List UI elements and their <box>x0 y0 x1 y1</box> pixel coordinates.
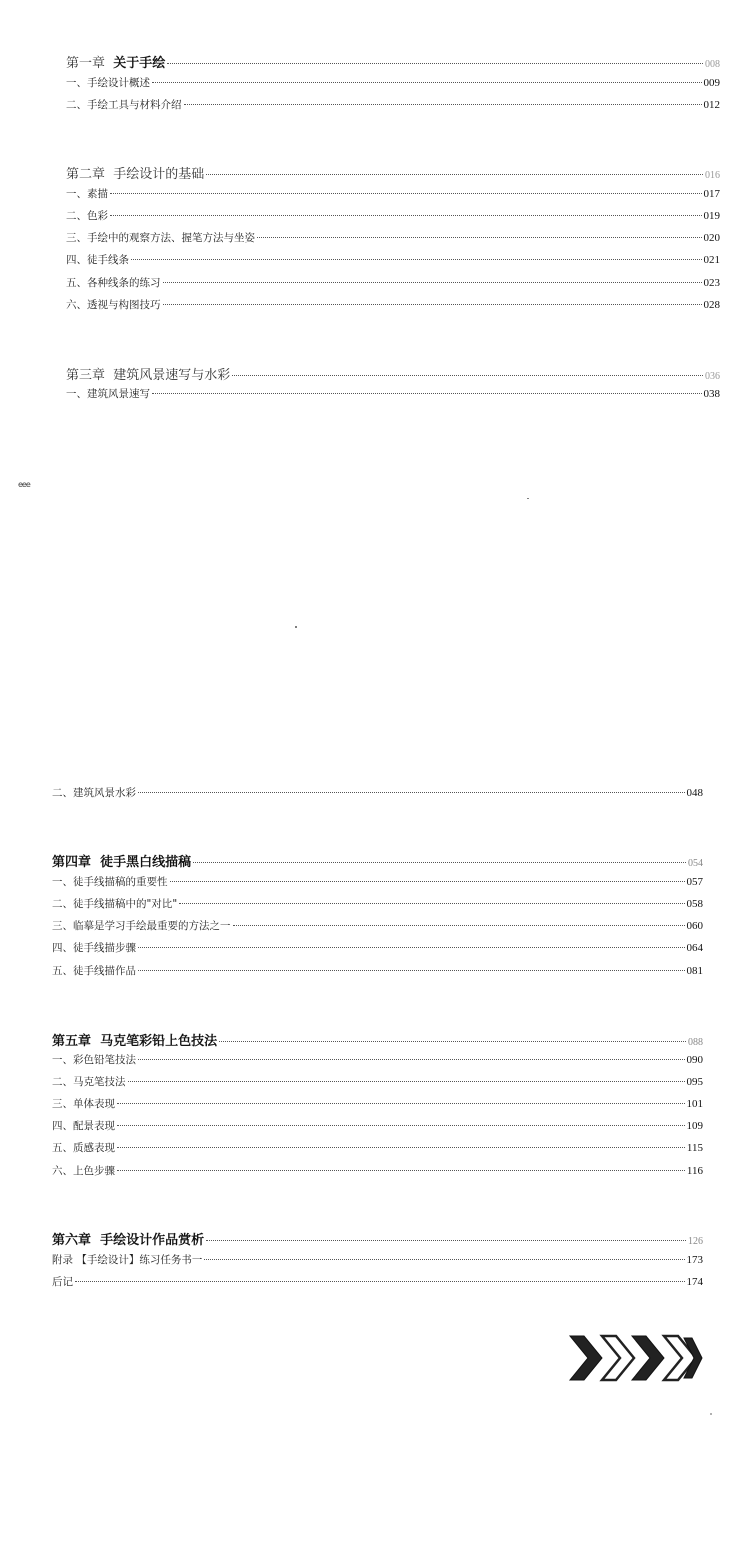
dot-leader <box>179 902 684 904</box>
entry-label: 四、配景表现 <box>52 1120 115 1132</box>
dot-leader <box>184 103 702 105</box>
toc-entry[interactable] <box>52 874 703 889</box>
toc-entry[interactable] <box>52 1140 703 1155</box>
chapter-6-label: 第六章 手绘设计作品赏析 <box>52 1233 205 1248</box>
entry-page: 023 <box>703 277 720 289</box>
entry-label: 二、手绘工具与材料介绍 <box>66 99 182 111</box>
chapter-1-row[interactable] <box>66 52 720 71</box>
dot-leader <box>233 924 685 926</box>
toc-entry[interactable] <box>66 386 720 401</box>
entry-label: 三、手绘中的观察方法、握笔方法与坐姿 <box>66 232 255 244</box>
entry-label: 附录 【手绘设计】练习任务书一 <box>52 1254 203 1266</box>
dot-leader <box>163 303 702 305</box>
entry-page: 019 <box>703 210 720 222</box>
entry-label: 二、建筑风景水彩 <box>52 787 136 799</box>
margin-mark: eee <box>18 480 30 489</box>
entry-label: 五、质感表现 <box>52 1142 115 1154</box>
dot-leader <box>204 1258 684 1260</box>
entry-page: 009 <box>703 77 720 89</box>
entry-label: 一、徒手线描稿的重要性 <box>52 876 168 888</box>
entry-page: 060 <box>686 920 703 932</box>
toc-entry[interactable] <box>52 1052 703 1067</box>
toc-entry[interactable] <box>66 230 720 245</box>
chapter-1-label: 第一章 关于手绘 <box>66 56 166 71</box>
toc-entry[interactable] <box>52 963 703 978</box>
chapter-4-label: 第四章 徒手黑白线描稿 <box>52 855 192 870</box>
dot-leader <box>110 214 702 216</box>
entry-label: 二、徒手线描稿中的"对比" <box>52 898 178 910</box>
entry-label: 二、色彩 <box>66 210 108 222</box>
entry-label: 三、单体表现 <box>52 1098 115 1110</box>
dot-leader <box>117 1169 685 1171</box>
chapter-2-label: 第二章 手绘设计的基础 <box>66 167 205 182</box>
entry-page: 115 <box>686 1142 703 1154</box>
dot-leader <box>232 374 703 376</box>
dot-leader <box>170 880 685 882</box>
chapter-6-row[interactable] <box>52 1229 703 1248</box>
entry-page: 090 <box>686 1054 703 1066</box>
chevron-arrows-icon <box>568 1334 704 1382</box>
entry-label: 四、徒手线条 <box>66 254 129 266</box>
entry-label: 四、徒手线描步骤 <box>52 942 136 954</box>
toc-entry[interactable] <box>66 186 720 201</box>
entry-label: 六、上色步骤 <box>52 1165 115 1177</box>
toc-entry[interactable] <box>52 1096 703 1111</box>
entry-label: 五、各种线条的练习 <box>66 277 161 289</box>
entry-page: 021 <box>703 254 720 266</box>
entry-label: 后记 <box>52 1276 73 1288</box>
dot-leader <box>75 1280 685 1282</box>
chapter-4-page: 054 <box>688 858 703 869</box>
chapter-3-row[interactable] <box>66 364 720 383</box>
dot-leader <box>131 258 702 260</box>
entry-label: 三、临摹是学习手绘最重要的方法之一 <box>52 920 231 932</box>
dot-leader <box>117 1102 685 1104</box>
toc-entry[interactable] <box>66 275 720 290</box>
entry-page: 017 <box>703 188 720 200</box>
entry-label: 一、素描 <box>66 188 108 200</box>
scan-speck <box>710 1413 712 1415</box>
dot-leader <box>117 1146 685 1148</box>
toc-entry[interactable] <box>52 1163 703 1178</box>
entry-page: 064 <box>686 942 703 954</box>
entry-label: 一、建筑风景速写 <box>66 388 150 400</box>
entry-page: 095 <box>686 1076 703 1088</box>
chapter-3-page: 036 <box>705 371 720 382</box>
dot-leader <box>152 81 702 83</box>
entry-page: 109 <box>686 1120 703 1132</box>
scan-speck <box>295 626 297 628</box>
scan-speck <box>527 498 529 499</box>
chapter-2-row[interactable] <box>66 163 720 182</box>
entry-page: 057 <box>686 876 703 888</box>
dot-leader <box>163 281 702 283</box>
afterword-entry[interactable] <box>52 1274 703 1289</box>
toc-entry[interactable] <box>52 785 703 800</box>
chapter-6-page: 126 <box>688 1236 703 1247</box>
entry-page: 101 <box>686 1098 703 1110</box>
entry-page: 174 <box>686 1276 703 1288</box>
toc-entry[interactable] <box>52 918 703 933</box>
chapter-2-page: 016 <box>705 170 720 181</box>
dot-leader <box>138 791 685 793</box>
chapter-5-page: 088 <box>688 1037 703 1048</box>
dot-leader <box>257 236 702 238</box>
toc-entry[interactable] <box>52 1118 703 1133</box>
entry-page: 081 <box>686 965 703 977</box>
chapter-5-row[interactable] <box>52 1030 703 1049</box>
dot-leader <box>152 392 702 394</box>
entry-page: 012 <box>703 99 720 111</box>
entry-label: 六、透视与构图技巧 <box>66 299 161 311</box>
dot-leader <box>138 946 685 948</box>
dot-leader <box>138 1058 685 1060</box>
entry-page: 058 <box>686 898 703 910</box>
toc-entry[interactable] <box>66 97 720 112</box>
toc-entry[interactable] <box>66 208 720 223</box>
dot-leader <box>138 969 685 971</box>
dot-leader <box>219 1040 686 1042</box>
dot-leader <box>167 62 703 64</box>
toc-entry[interactable] <box>52 1074 703 1089</box>
chapter-1-page: 008 <box>705 59 720 70</box>
toc-entry[interactable] <box>66 297 720 312</box>
dot-leader <box>117 1124 685 1126</box>
dot-leader <box>206 173 703 175</box>
entry-page: 048 <box>686 787 703 799</box>
entry-label: 一、手绘设计概述 <box>66 77 150 89</box>
appendix-entry[interactable] <box>52 1252 703 1267</box>
entry-page: 028 <box>703 299 720 311</box>
entry-page: 038 <box>703 388 720 400</box>
entry-page: 020 <box>703 232 720 244</box>
chapter-3-label: 第三章 建筑风景速写与水彩 <box>66 368 231 383</box>
dot-leader <box>206 1239 686 1241</box>
toc-entry[interactable] <box>66 75 720 90</box>
dot-leader <box>110 192 702 194</box>
toc-entry[interactable] <box>52 896 703 911</box>
entry-label: 五、徒手线描作品 <box>52 965 136 977</box>
dot-leader <box>193 861 686 863</box>
chapter-5-label: 第五章 马克笔彩铅上色技法 <box>52 1034 218 1049</box>
entry-page: 173 <box>686 1254 703 1266</box>
entry-label: 二、马克笔技法 <box>52 1076 126 1088</box>
chapter-4-row[interactable] <box>52 851 703 870</box>
toc-entry[interactable] <box>66 252 720 267</box>
entry-page: 116 <box>686 1165 703 1177</box>
dot-leader <box>128 1080 685 1082</box>
toc-entry[interactable] <box>52 940 703 955</box>
entry-label: 一、彩色铅笔技法 <box>52 1054 136 1066</box>
